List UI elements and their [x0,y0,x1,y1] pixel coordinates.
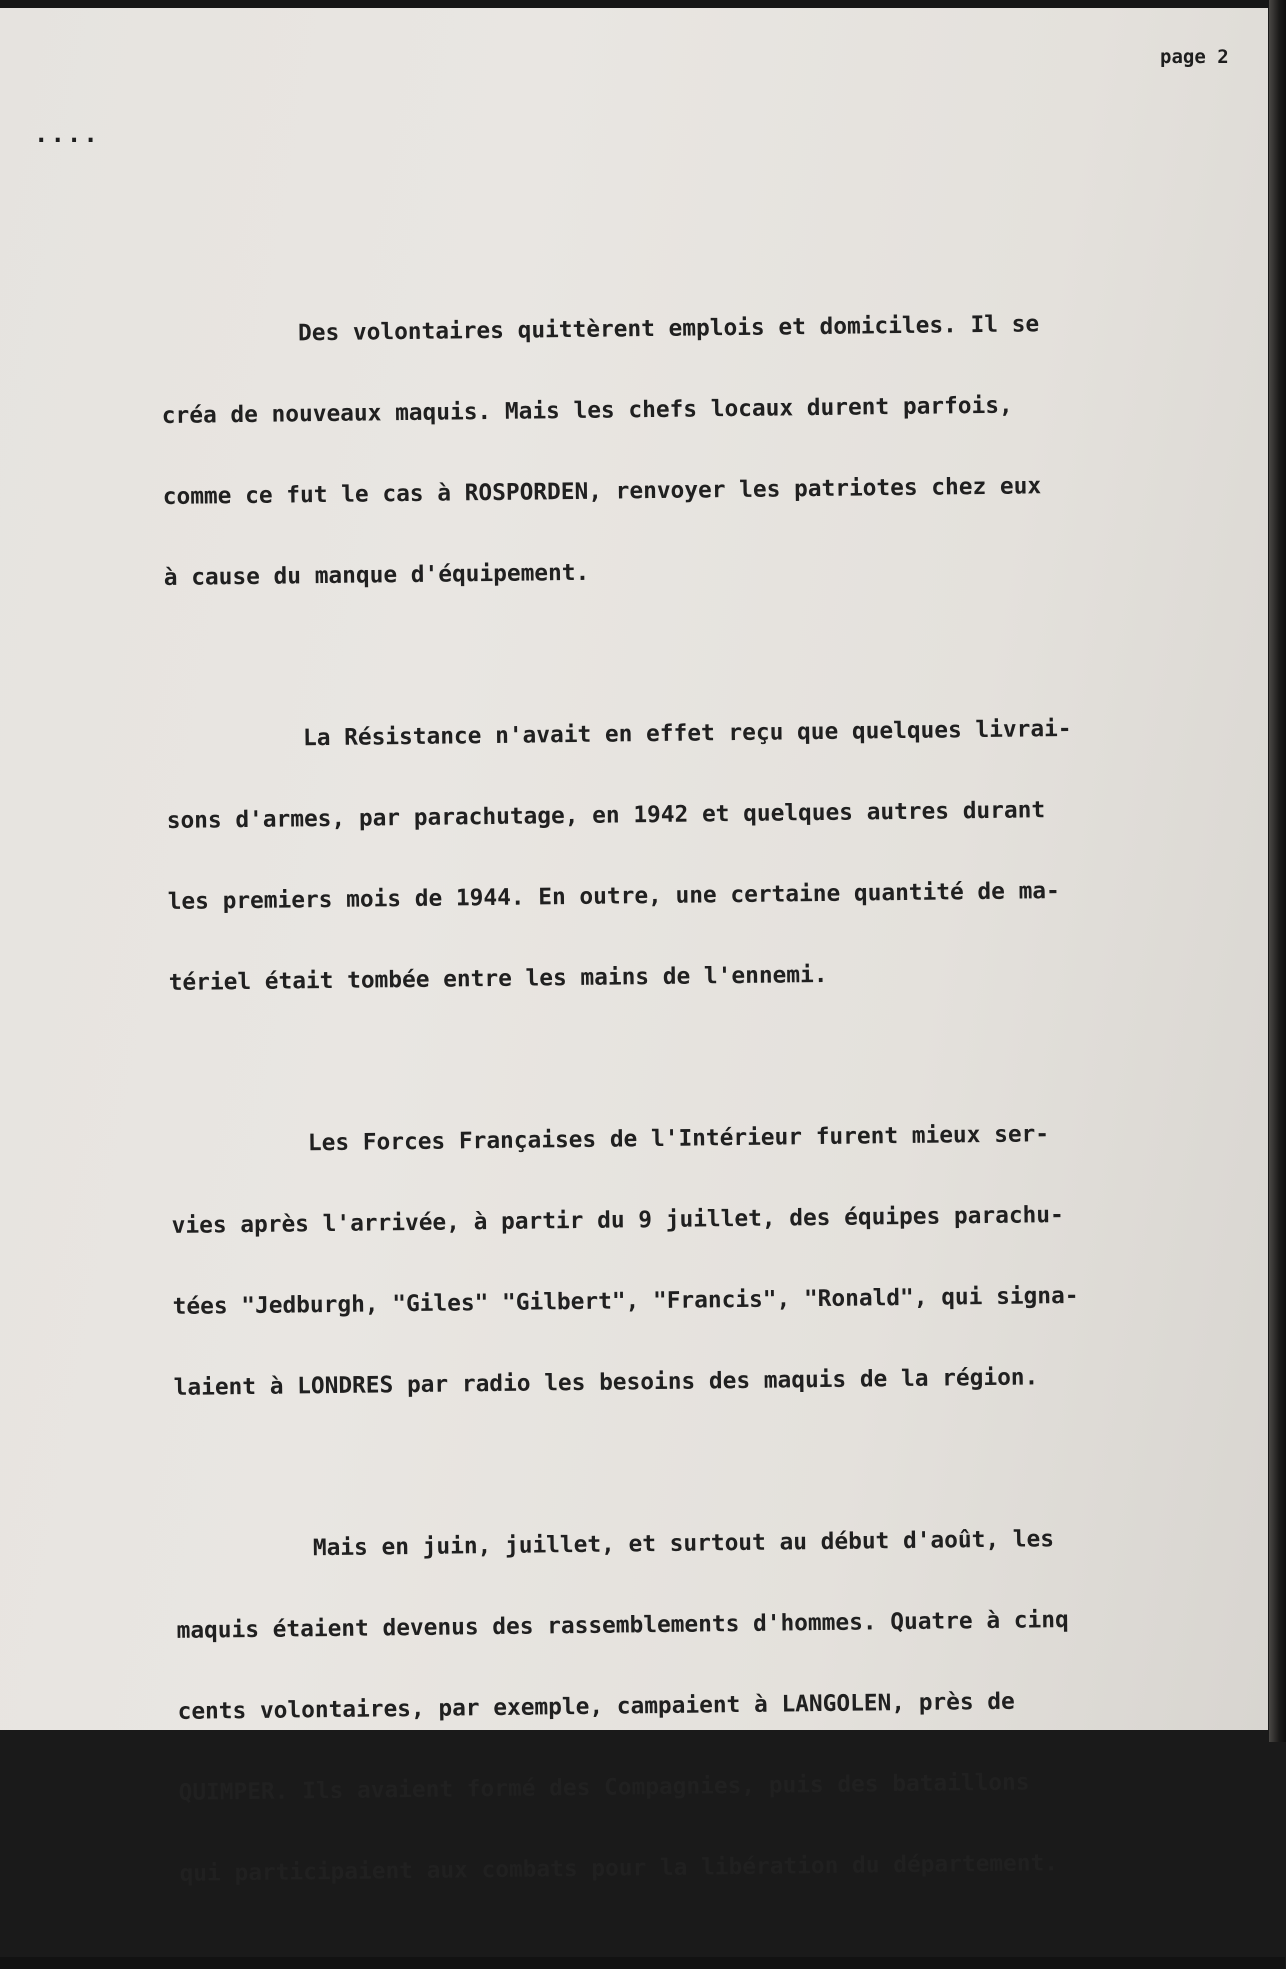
text-line: laient à LONDRES par radio les besoins des maquis de la région. [173,1364,1039,1401]
paragraph-4 [175,1469,1286,1941]
text-line: à cause du manque d'équipement. [163,559,590,591]
text-line: cents volontaires, par exemple, campaient à LANGOLEN, près de [177,1688,1015,1725]
text-line: La Résistance n'avait en effet reçu que quelques livrai- [165,715,1072,753]
text-line: qui participaient aux combats pour la libération du département. [179,1850,1059,1887]
paragraph-1 [160,255,1270,646]
text-line: sons d'armes, par parachutage, en 1942 et quelques autres durant [166,797,1046,834]
page-number: page 2 [1160,46,1229,68]
paragraph-2 [165,659,1275,1050]
scan-bottom-border [0,1957,1285,1969]
text-line: les premiers mois de 1944. En outre, une certaine quantité de ma- [167,878,1060,915]
text-line: tées "Jedburgh, "Giles" "Gilbert", "Francis", "Ronald", qui signa- [172,1282,1079,1320]
text-line: QUIMPER. Ils avaient formé des Compagnies, puis des bataillons [178,1769,1030,1806]
text-line: vies après l'arrivée, à partir du 9 juillet, des équipes parachu- [171,1202,1064,1239]
document-body [160,255,1286,1969]
text-line: Les Forces Françaises de l'Intérieur furent mieux ser- [170,1121,1050,1158]
text-line: maquis étaient devenus des rassemblements d'hommes. Quatre à cinq [176,1607,1069,1644]
text-line: créa de nouveaux maquis. Mais les chefs locaux durent parfois, [161,392,1013,429]
text-line: tériel était tombée entre les mains de l'ennemi. [168,961,828,996]
paragraph-3 [170,1064,1280,1455]
scan-right-border [1269,0,1286,1742]
continuation-marker: .... [34,120,100,148]
text-line: comme ce fut le cas à ROSPORDEN, renvoyer les patriotes chez eux [162,473,1042,510]
scan-top-border [0,0,1285,8]
text-line: Des volontaires quittèrent emplois et domiciles. Il se [160,311,1040,348]
text-line: Mais en juin, juillet, et surtout au début d'août, les [175,1526,1055,1563]
document-page [0,8,1268,1887]
